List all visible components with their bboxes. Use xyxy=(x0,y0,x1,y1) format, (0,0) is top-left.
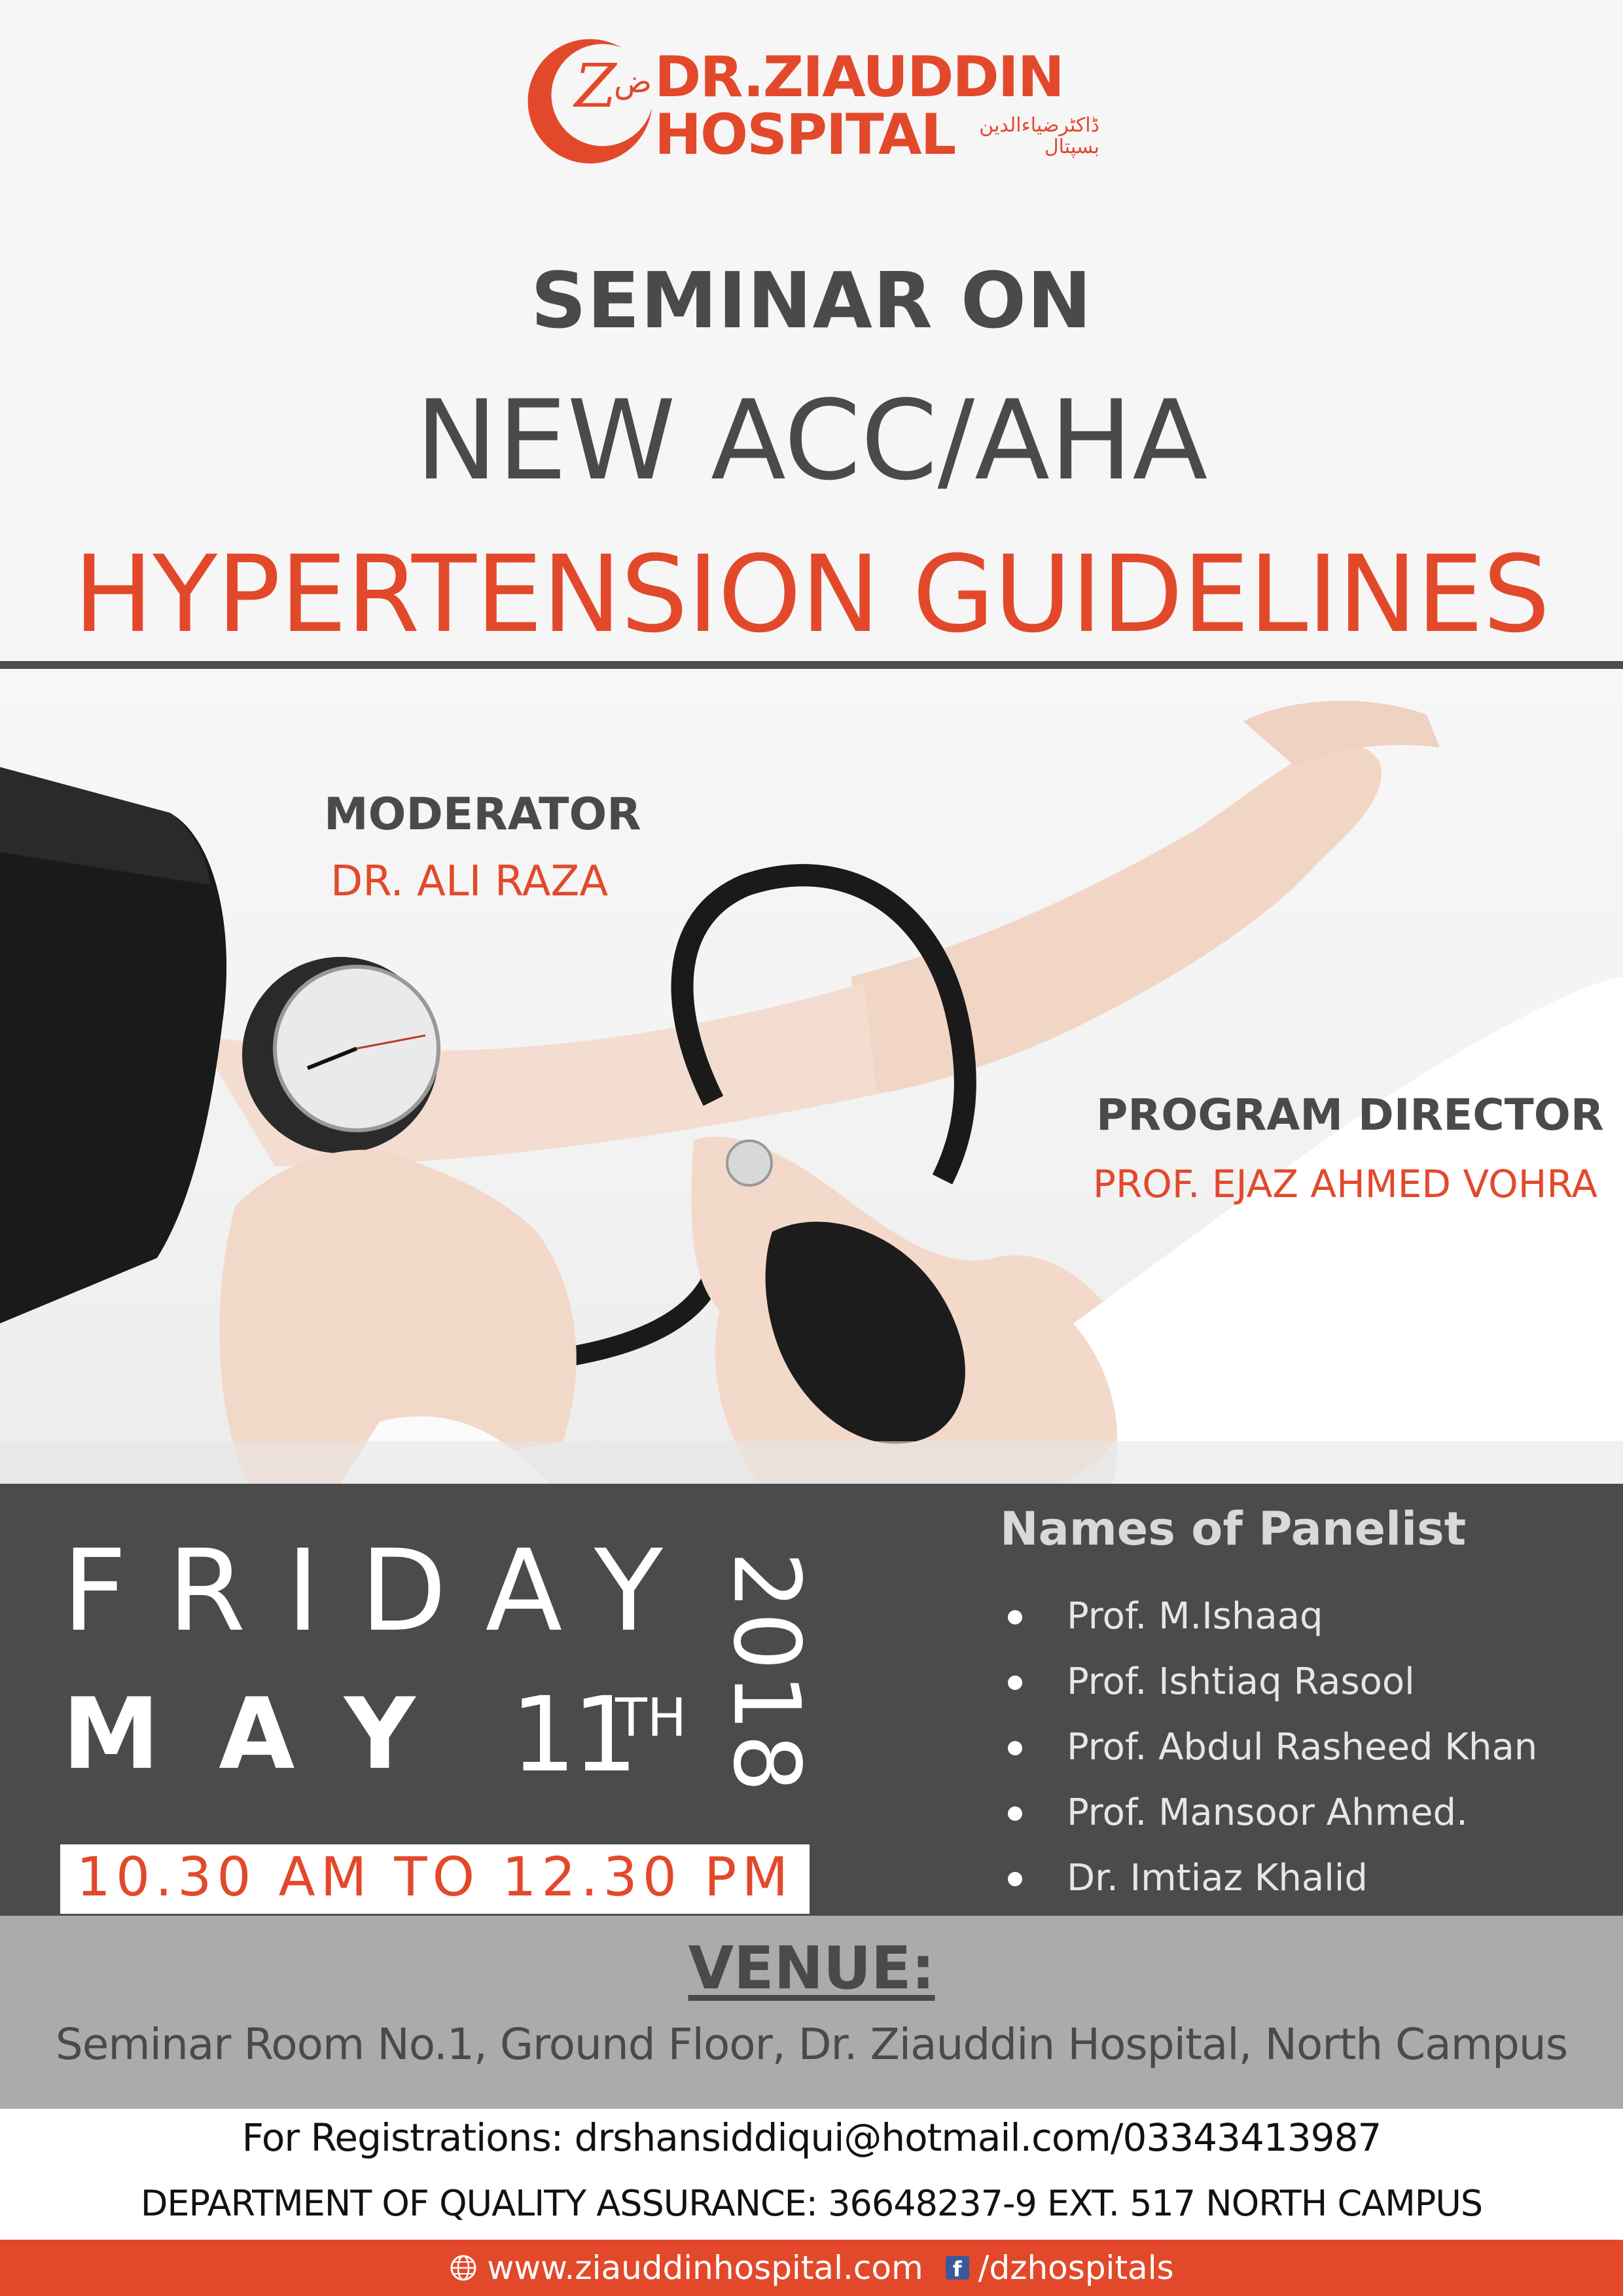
program-director-label: PROGRAM DIRECTOR xyxy=(1096,1090,1604,1140)
event-date-suffix: TH xyxy=(615,1687,687,1748)
website-text: www.ziauddinhospital.com xyxy=(487,2249,923,2287)
header-divider xyxy=(0,661,1623,669)
facebook-handle: /dzhospitals xyxy=(978,2249,1174,2287)
panelist-list xyxy=(1008,1584,1597,1911)
list-item xyxy=(1008,1846,1597,1911)
event-time: 10.30 AM TO 12.30 PM xyxy=(76,1846,794,1909)
logo-urdu-text: ڈاکٹرضیاءالدین بسپتال xyxy=(979,114,1099,158)
panelist-name: Prof. M.Ishaaq xyxy=(1067,1595,1323,1638)
panelist-name: Prof. Abdul Rasheed Khan xyxy=(1067,1726,1538,1768)
facebook-link[interactable] xyxy=(946,2249,1174,2287)
list-item xyxy=(1008,1584,1597,1649)
list-item xyxy=(1008,1649,1597,1715)
program-director-name: PROF. EJAZ AHMED VOHRA xyxy=(1093,1162,1598,1206)
svg-text:ض: ض xyxy=(614,63,652,100)
title-line-2: HYPERTENSION GUIDELINES xyxy=(73,533,1550,656)
event-day: FRIDAY xyxy=(62,1525,704,1657)
event-time-box xyxy=(60,1844,810,1914)
panelist-name: Dr. Imtiaz Khalid xyxy=(1067,1857,1368,1899)
logo-crescent-icon xyxy=(524,29,661,167)
bullet-icon xyxy=(1008,1806,1022,1821)
blood-pressure-photo xyxy=(0,669,1623,1484)
bullet-icon xyxy=(1008,1610,1022,1624)
department-info: DEPARTMENT OF QUALITY ASSURANCE: 36648237-9 EXT. 517 NORTH CAMPUS xyxy=(140,2183,1483,2224)
title-line-1: NEW ACC/AHA xyxy=(415,376,1208,505)
venue-address: Seminar Room No.1, Ground Floor, Dr. Ziauddin Hospital, North Campus xyxy=(55,2019,1568,2070)
logo-name-line1: DR.ZIAUDDIN xyxy=(654,45,1063,110)
bullet-icon xyxy=(1008,1872,1022,1886)
logo-name-line2: HOSPITAL xyxy=(654,102,955,168)
website-link[interactable] xyxy=(449,2249,923,2287)
hospital-logo xyxy=(524,29,1113,173)
sphygmomanometer-illustration xyxy=(0,669,1623,1484)
panelist-name: Prof. Mansoor Ahmed. xyxy=(1067,1791,1468,1834)
event-date: 11 xyxy=(510,1675,635,1795)
bullet-icon xyxy=(1008,1676,1022,1690)
panelist-name: Prof. Ishtiaq Rasool xyxy=(1067,1660,1415,1703)
registration-info: For Registrations: drshansiddiqui@hotmail.com/03343413987 xyxy=(241,2115,1382,2160)
pressure-gauge xyxy=(242,957,438,1153)
event-month: MAY xyxy=(62,1677,474,1791)
moderator-label: MODERATOR xyxy=(324,789,641,840)
bullet-icon xyxy=(1008,1741,1022,1755)
facebook-icon: f xyxy=(946,2256,969,2280)
globe-icon xyxy=(449,2253,478,2282)
moderator-name: DR. ALI RAZA xyxy=(330,857,609,906)
svg-text:Z: Z xyxy=(575,51,616,121)
event-year: 2018 xyxy=(713,1551,819,1795)
list-item xyxy=(1008,1780,1597,1846)
seminar-on-heading: SEMINAR ON xyxy=(530,255,1092,346)
bottom-contact-bar xyxy=(0,2240,1623,2296)
venue-heading: VENUE: xyxy=(688,1934,935,2003)
panelist-heading: Names of Panelist xyxy=(1000,1502,1467,1556)
header xyxy=(0,0,1623,661)
list-item xyxy=(1008,1715,1597,1780)
